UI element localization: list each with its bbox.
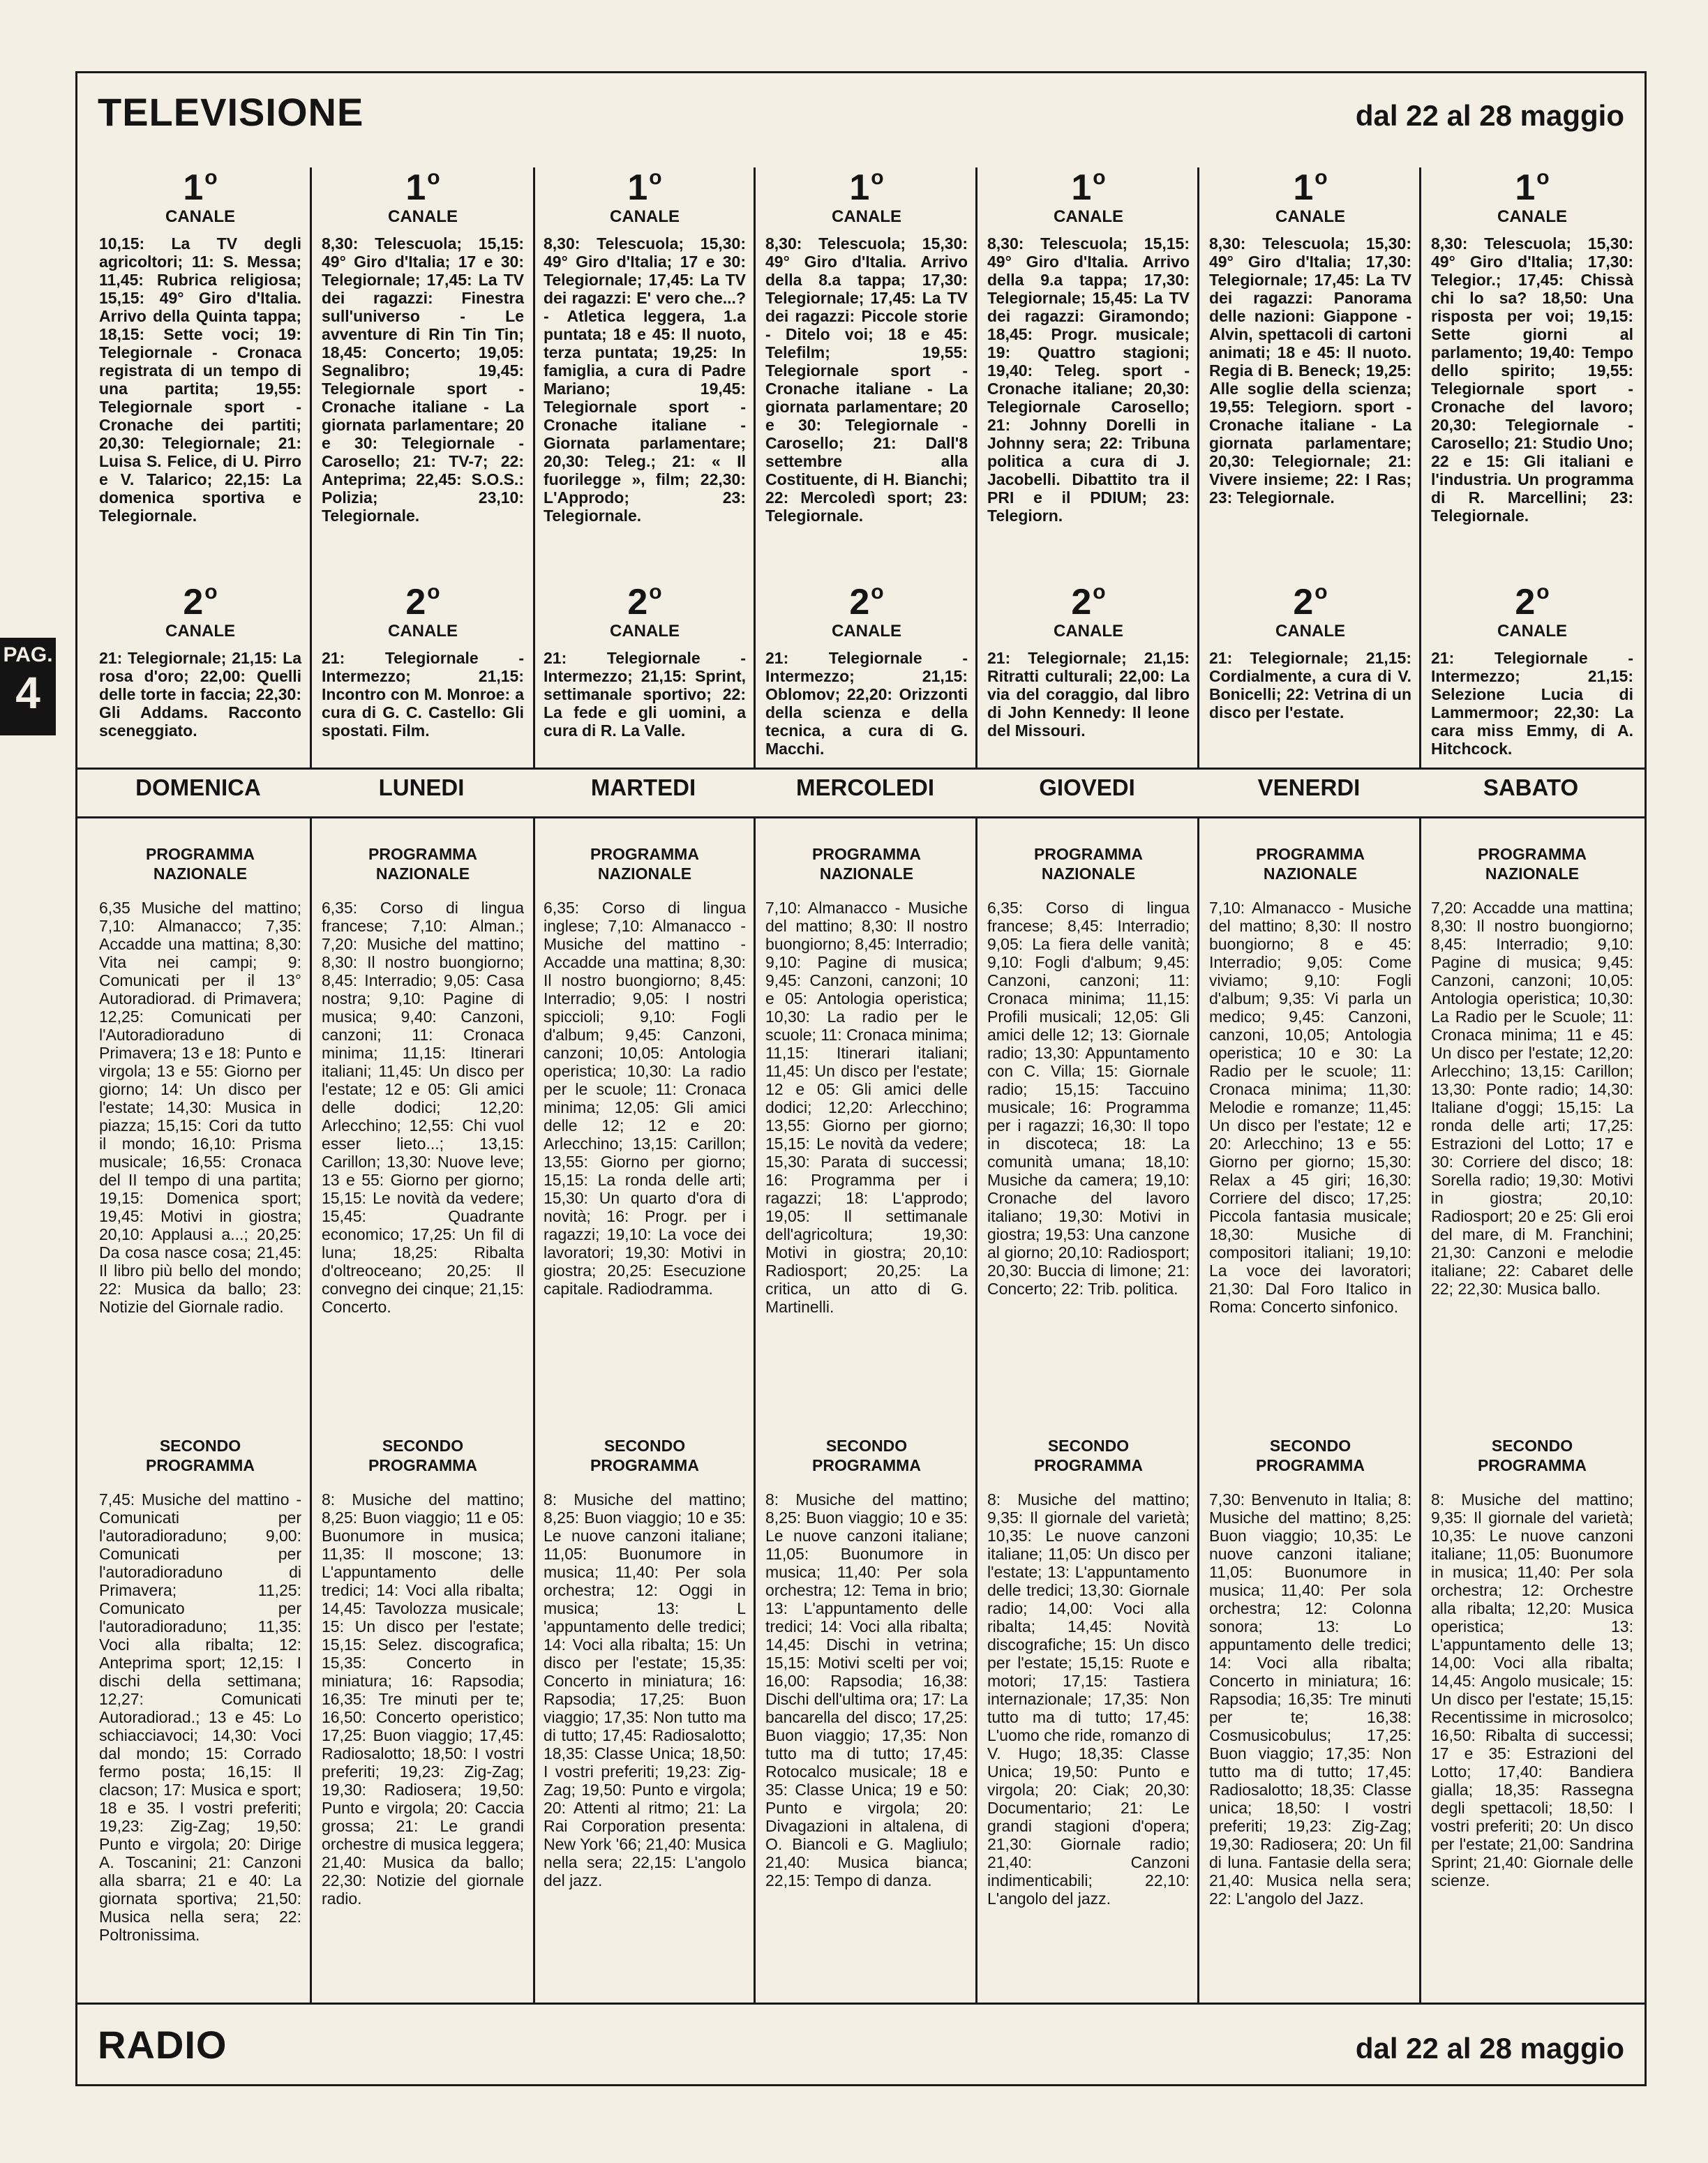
channel-label: CANALE — [1497, 622, 1567, 641]
radio-date-range: dal 22 al 28 maggio — [1355, 2032, 1624, 2065]
channel-number: 2$^o$ — [1293, 581, 1328, 622]
channel-number: 2$^o$ — [849, 581, 884, 622]
channel-label: CANALE — [1054, 207, 1123, 226]
radio-nazionale-listing: 7,10: Almanacco - Musiche del mattino; 8,30: Il nostro buongiorno; 8 e 45: Interradio; 9,05: Come viviamo; 9,10: Fogli d'album; 9,35: Vi parla un medico; 9,45: Canzoni, canzoni, 10,05; Antologia operistica; 10 e 30: La Radio per le scuole; 11: Cronaca minima; 11,30: Melodie e romanze; 11,45: Un disco per l'estate; 12 e 20: Arlecchino; 13 e 55: Giorno per giorno; 15,30: Relax a 45 giri; 16,30: Corriere del disco; 17,25: Piccola fantasia musicale; 18,30: Musiche di compositori italiani; 19,10: La voce dei lavoratori; 21,30: Dal Foro Italico in Roma: Concerto sinfonico. — [1209, 899, 1411, 1316]
day-heading-martedi: MARTEDI — [590, 774, 696, 800]
radio-section-title: RADIO — [98, 2023, 227, 2067]
radio-secondo-mercoledi — [765, 1436, 968, 1889]
tv-second-channel-martedi — [544, 574, 746, 740]
radio-secondo-giovedi — [987, 1436, 1190, 1908]
channel-number: 2$^o$ — [183, 581, 218, 622]
divider-day-row-top — [75, 768, 1647, 770]
tv-first-channel-sabato — [1431, 159, 1633, 525]
radio-secondo-listing: 8: Musiche del mattino; 8,25: Buon viaggio; 10 e 35: Le nuove canzoni italiane; 11,05: Buonumore in musica; 11,40: Per sola orchestra; 12: Oggi in musica; 13: L 'appuntamento delle tredici; 14: Voci alla ribalta; 15: Un disco per l'estate; 15,35: Concerto in miniatura; 16: Rapsodia; 17,25: Buon viaggio; 17,35: Non tutto ma di tutto; 17,45: Radiosalotto; 18,35: Classe Unica; 18,50: I vostri preferiti; 19,23: Zig-Zag; 19,50: Punto e virgola; 20: Attenti al ritmo; 21: La Rai Corporation presenta: New York '66; 21,40: Musica nella sera; 22,15: L'angolo del jazz. — [544, 1490, 746, 1889]
tv-column-divider — [1419, 167, 1421, 768]
channel-number: 1$^o$ — [627, 166, 662, 208]
tv-first-channel-lunedi — [322, 159, 524, 525]
tv-second-channel-listing: 21: Telegiornale; 21,15: Cordialmente, a cura di V. Bonicelli; 22: Vetrina di un disco per l'estate. — [1209, 649, 1411, 721]
tv-date-range: dal 22 al 28 maggio — [1355, 99, 1624, 132]
day-heading-venerdi: VENERDI — [1257, 774, 1361, 800]
radio-nazionale-listing: 6,35 Musiche del mattino; 7,10: Almanacco; 7,35: Accadde una mattina; 8,30: Vita nei campi; 9: Comunicati per il 13° Autoradiorad. di Primavera; 12,25: Comunicati per l'Autoradioraduno di Primavera; 13 e 18: Punto e virgola; 13 e 55: Giorno per giorno; 14: Un disco per l'estate; 14,30: Musica in piazza; 15,15: Cori da tutto il mondo; 16,10: Prisma musicale; 16,55: Cronaca del II tempo di una partita; 19,15: Domenica sport; 19,45: Motivi in giostra; 20,10: Applausi a...; 20,25: Da cosa nasce cosa; 21,45: Il libro più bello del mondo; 22: Musica da ballo; 23: Notizie del Giornale radio. — [99, 899, 301, 1316]
program-heading: SECONDO PROGRAMMA — [1256, 1437, 1365, 1474]
channel-number: 1$^o$ — [405, 166, 440, 208]
tv-column-divider — [754, 167, 756, 768]
tv-column-divider — [310, 167, 312, 768]
radio-nazionale-listing: 6,35: Corso di lingua francese; 7,10: Alman.; 7,20: Musiche del mattino; 8,30: Il nostro buongiorno; 8,45: Interradio; 9,05: Casa nostra; 9,10: Pagine di musica; 9,40: Canzoni, canzoni; 11: Cronaca minima; 11,15: Itinerari italiani; 11,45: Un disco per l'estate; 12 e 05: Gli amici delle dodici; 12,20: Arlecchino; 12,55: Chi vuol esser lieto...; 13,15: Carillon; 13,30: Nuove leve; 13 e 55: Giorno per giorno; 15,15: Le novità da vedere; 15,45: Quadrante economico; 17,25: Un fil di luna; 18,25: Ribalta d'oltreoceano; 20,25: Il convegno dei cinque; 21,15: Concerto. — [322, 899, 524, 1316]
channel-label: CANALE — [1275, 207, 1345, 226]
day-heading-giovedi: GIOVEDI — [1039, 774, 1135, 800]
program-heading: PROGRAMMA NAZIONALE — [1478, 845, 1587, 883]
tv-first-channel-domenica — [99, 159, 301, 525]
channel-number: 1$^o$ — [1071, 166, 1106, 208]
tv-second-channel-mercoledi — [765, 574, 968, 758]
tv-first-channel-listing: 8,30: Telescuola; 15,30: 49° Giro d'Italia. Arrivo della 8.a tappa; 17,30: Telegiornale; 17,45: La TV dei ragazzi: Piccole storie - Ditelo voi; 18 e 45: Telefilm; 19,55: Telegiornale sport - Cronache italiane - La giornata parlamentare; 20 e 30: Telegiornale - Carosello; 21: Dall'8 settembre alla Costituente, di H. Bianchi; 22: Mercoledì sport; 23: Telegiornale. — [765, 234, 968, 525]
radio-secondo-listing: 7,30: Benvenuto in Italia; 8: Musiche del mattino; 8,25: Buon viaggio; 10,35: Le nuove canzoni italiane; 11,05: Buonumore in musica; 11,40: Per sola orchestra; 12: Colonna sonora; 13: Lo appuntamento delle tredici; 14: Voci alla ribalta; Concerto in miniatura; 16: Rapsodia; 16,35: Tre minuti per te; 16,38: Cosmusicobulus; 17,25: Buon viaggio; 17,35: Non tutto ma di tutto; 17,45: Radiosalotto; 18,35: Classe unica; 18,50: I vostri preferiti; 19,23: Zig-Zag; 19,30: Radiosera; 20: Un fil di luna. Fantasie della sera; 21,40: Musica nella sera; 22: L'angolo del Jazz. — [1209, 1490, 1411, 1908]
tv-first-channel-giovedi — [987, 159, 1190, 525]
day-heading-lunedi: LUNEDI — [378, 774, 465, 800]
radio-secondo-listing: 8: Musiche del mattino; 9,35: Il giornale del varietà; 10,35: Le nuove canzoni italiane; 11,05: Buonumore in musica; 11,40: Per sola orchestra; 12: Orchestre alla ribalta; 12,20: Musica operistica; 13: L'appuntamento delle 13; 14,00: Voci alla ribalta; 14,45: Angolo musicale; 15: Un disco per l'estate; 15,15: Recentissime in microsolco; 16,50: Ribalta di successi; 17 e 35: Estrazioni del Lotto; 17,40: Bandiera gialla; 18,35: Rassegna degli spettacoli; 18,50: I vostri preferiti; 20: Un disco per l'estate; 21,00: Sandrina Sprint; 21,40: Giornale delle scienze. — [1431, 1490, 1633, 1889]
program-heading: SECONDO PROGRAMMA — [1478, 1437, 1587, 1474]
tv-first-channel-listing: 8,30: Telescuola; 15,30: 49° Giro d'Italia; 17,30: Telegiornale; 17,45: La TV dei ragazzi: Panorama delle nazioni: Giappone - Alvin, spettacoli di cartoni animati; 18 e 45: Il nuoto. Regia di B. Beneck; 19,25: Alle soglie della scienza; 19,55: Telegiorn. sport - Cronache italiane - La giornata parlamentare; 20,30: Telegiornale; 21: Vivere insieme; 22: I Ras; 23: Telegiornale. — [1209, 234, 1411, 507]
channel-number: 1$^o$ — [1515, 166, 1550, 208]
channel-label: CANALE — [610, 622, 680, 641]
tv-second-channel-listing: 21: Telegiornale - Intermezzo; 21,15: Incontro con M. Monroe: a cura di G. C. Castello: Gli spostati. Film. — [322, 649, 524, 740]
tv-second-channel-domenica — [99, 574, 301, 740]
radio-nazionale-sabato — [1431, 844, 1633, 1298]
channel-number: 1$^o$ — [183, 166, 218, 208]
tv-first-channel-listing: 8,30: Telescuola; 15,30: 49° Giro d'Italia; 17,30: Telegior.; 17,45: Chissà chi lo sa? 18,50: Una risposta per voi; 19,15: Sette giorni al parlamento; 19,40: Tempo dello spirito; 19,55: Telegiornale sport - Cronache del lavoro; 20,30: Telegiornale - Carosello; 21: Studio Uno; 22 e 15: Gli italiani e l'industria. Un programma di R. Marcellini; 23: Telegiornale. — [1431, 234, 1633, 525]
tv-second-channel-venerdi — [1209, 574, 1411, 721]
radio-nazionale-lunedi — [322, 844, 524, 1316]
radio-column-divider — [310, 816, 312, 2003]
channel-label: CANALE — [1275, 622, 1345, 641]
page-number-tab — [0, 638, 56, 735]
radio-secondo-listing: 7,45: Musiche del mattino - Comunicati per l'autoradioraduno; 9,00: Comunicati per l'autoradioraduno di Primavera; 11,25: Comunicato per l'autoradioraduno; 11,35: Voci alla ribalta; 12: Anteprima sport; 12,15: I dischi della settimana; 12,27: Comunicati Autoradiorad.; 13 e 45: Lo schiacciavoci; 14,30: Voci dal mondo; 15: Corrado fermo posta; 16,15: Il clacson; 17: Musica e sport; 18 e 35. I vostri preferiti; 19,23: Zig-Zag; 19,50: Punto e virgola; 20: Dirige A. Toscanini; 21: Canzoni alla sbarra; 21 e 40: La giornata sportiva; 21,50: Musica nella sera; 22: Poltronissima. — [99, 1490, 301, 1944]
divider-radio-footer — [75, 2003, 1647, 2005]
radio-column-divider — [754, 816, 756, 2003]
tv-first-channel-listing: 8,30: Telescuola; 15,15: 49° Giro d'Italia. Arrivo della 9.a tappa; 17,30: Telegiornale; 15,45: La TV dei ragazzi: Giramondo; 18,45: Progr. musicale; 19: Quattro stagioni; 19,40: Teleg. sport - Cronache italiane; 20,30: Telegiornale Carosello; 21: Johnny Dorelli in Johnny sera; 22: Tribuna politica a cura di J. Jacobelli. Dibattito tra il PRI e il PDIUM; 23: Telegiorn. — [987, 234, 1190, 525]
tv-second-channel-giovedi — [987, 574, 1190, 740]
channel-number: 2$^o$ — [405, 581, 440, 622]
radio-nazionale-domenica — [99, 844, 301, 1316]
channel-label: CANALE — [388, 207, 458, 226]
radio-secondo-listing: 8: Musiche del mattino; 9,35: Il giornale del varietà; 10,35: Le nuove canzoni italiane; 11,05: Un disco per l'estate; 13: L'appuntamento delle tredici; 13,30: Giornale radio; 14,00: Voci alla ribalta; 14,45: Novità discografiche; 15: Un disco per l'estate; 15,15: Ruote e motori; 17,15: Tastiera internazionale; 17,35: Non tutto ma di tutto; 17,45: L'uomo che ride, romanzo di V. Hugo; 18,35: Classe Unica; 19,50: Punto e virgola; 20: Ciak; 20,30: Documentario; 21: Le grandi stagioni d'opera; 21,30: Giornale radio; 21,40: Canzoni indimenticabili; 22,10: L'angolo del jazz. — [987, 1490, 1190, 1908]
tv-second-channel-listing: 21: Telegiornale; 21,15: La rosa d'oro; 22,00: Quelli delle torte in faccia; 22,30: Gli Addams. Racconto sceneggiato. — [99, 649, 301, 740]
radio-nazionale-listing: 7,10: Almanacco - Musiche del mattino; 8,30: Il nostro buongiorno; 8,45: Interradio; 9,10: Pagine di musica; 9,45: Canzoni, canzoni; 10 e 05: Antologia operistica; 10,30: La radio per le scuole; 11: Cronaca minima; 11,15: Itinerari italiani; 11,45: Un disco per l'estate; 12 e 05: Gli amici delle dodici; 12,20: Arlecchino; 13,55: Giorno per giorno; 15,15: Le novità da vedere; 15,30: Parata di successi; 16: Programma per i ragazzi; 18: L'approdo; 19,05: Il settimanale dell'agricoltura; 19,30: Motivi in giostra; 20,10: Radiosport; 20,25: La critica, un atto di G. Martinelli. — [765, 899, 968, 1316]
tv-second-channel-listing: 21: Telegiornale - Intermezzo; 21,15: Sprint, settimanale sportivo; 22: La fede e gli uomini, a cura di R. La Valle. — [544, 649, 746, 740]
radio-column-divider — [533, 816, 535, 2003]
program-heading: SECONDO PROGRAMMA — [1034, 1437, 1143, 1474]
program-heading: PROGRAMMA NAZIONALE — [368, 845, 477, 883]
program-heading: SECONDO PROGRAMMA — [812, 1437, 921, 1474]
radio-column-divider — [975, 816, 977, 2003]
program-heading: PROGRAMMA NAZIONALE — [590, 845, 699, 883]
channel-number: 1$^o$ — [849, 166, 884, 208]
radio-secondo-lunedi — [322, 1436, 524, 1908]
tv-section-title: TELEVISIONE — [98, 90, 364, 134]
channel-label: CANALE — [832, 207, 901, 226]
radio-secondo-domenica — [99, 1436, 301, 1944]
channel-number: 2$^o$ — [1071, 581, 1106, 622]
page-label: PAG. — [3, 643, 53, 666]
channel-label: CANALE — [1054, 622, 1123, 641]
radio-secondo-martedi — [544, 1436, 746, 1889]
radio-column-divider — [1419, 816, 1421, 2003]
channel-label: CANALE — [165, 207, 235, 226]
tv-second-channel-listing: 21: Telegiornale - Intermezzo; 21,15: Selezione Lucia di Lammermoor; 22,30: La cara miss Emmy, di A. Hitchcock. — [1431, 649, 1633, 758]
tv-second-channel-listing: 21: Telegiornale; 21,15: Ritratti culturali; 22,00: La via del coraggio, dal libro di John Kennedy: Il leone del Missouri. — [987, 649, 1190, 740]
tv-first-channel-venerdi — [1209, 159, 1411, 507]
day-heading-sabato: SABATO — [1483, 774, 1579, 800]
day-heading-domenica: DOMENICA — [135, 774, 261, 800]
radio-secondo-venerdi — [1209, 1436, 1411, 1908]
channel-label: CANALE — [388, 622, 458, 641]
tv-second-channel-sabato — [1431, 574, 1633, 758]
tv-column-divider — [1197, 167, 1199, 768]
tv-first-channel-martedi — [544, 159, 746, 525]
channel-number: 1$^o$ — [1293, 166, 1328, 208]
page-number: 4 — [15, 668, 40, 718]
radio-secondo-listing: 8: Musiche del mattino; 8,25: Buon viaggio; 10 e 35: Le nuove canzoni italiane; 11,05: Buonumore in musica; 11,40: Per sola orchestra; 12: Tema in brio; 13: L'appuntamento delle tredici; 14: Voci alla ribalta; 14,45: Dischi in vetrina; 15,15: Motivi scelti per voi; 16,00: Rapsodia; 16,38: Dischi dell'ultima ora; 17: La bancarella del disco; 17,25: Buon viaggio; 17,35: Non tutto ma di tutto; 17,45: Rotocalco musicale; 18 e 35: Classe Unica; 19 e 50: Punto e virgola; 20: Divagazioni in altalena, di O. Biancoli e G. Magliulo; 21,40: Musica bianca; 22,15: Tempo di danza. — [765, 1490, 968, 1889]
program-heading: PROGRAMMA NAZIONALE — [812, 845, 921, 883]
radio-secondo-listing: 8: Musiche del mattino; 8,25: Buon viaggio; 11 e 05: Buonumore in musica; 11,35: Il moscone; 13: L'appuntamento delle tredici; 14: Voci alla ribalta; 14,45: Tavolozza musicale; 15: Un disco per l'estate; 15,15: Selez. discografica; 15,35: Concerto in miniatura; 16: Rapsodia; 16,35: Tre minuti per te; 16,50: Concerto operistico; 17,25: Buon viaggio; 17,45: Radiosalotto; 18,50: I vostri preferiti; 19,23: Zig-Zag; 19,30: Radiosera; 19,50: Punto e virgola; 20: Caccia grossa; 21: Le grandi orchestre di musica leggera; 21,40: Musica da ballo; 22,30: Notizie del giornale radio. — [322, 1490, 524, 1908]
channel-number: 2$^o$ — [1515, 581, 1550, 622]
radio-nazionale-venerdi — [1209, 844, 1411, 1316]
tv-first-channel-listing: 8,30: Telescuola; 15,15: 49° Giro d'Italia; 17 e 30: Telegiornale; 17,45: La TV dei ragazzi: Finestra sull'universo - Le avventure di Rin Tin Tin; 18,45: Concerto; 19,05: Segnalibro; 19,45: Telegiornale sport - Cronache italiane - La giornata parlamentare; 20 e 30: Telegiornale - Carosello; 21: TV-7; 22: Anteprima; 22,45: S.O.S.: Polizia; 23,10: Telegiornale. — [322, 234, 524, 525]
channel-label: CANALE — [832, 622, 901, 641]
program-heading: PROGRAMMA NAZIONALE — [1034, 845, 1143, 883]
program-heading: PROGRAMMA NAZIONALE — [1256, 845, 1365, 883]
radio-nazionale-listing: 6,35: Corso di lingua francese; 8,45: Interradio; 9,05: La fiera delle vanità; 9,10: Fogli d'album; 9,45: Canzoni, canzoni; 11: Cronaca minima; 11,15: Profili musicali; 12,05: Gli amici delle 12; 13: Giornale radio; 13,30: Appuntamento con C. Villa; 15: Giornale radio; 15,15: Taccuino musicale; 16: Programma per i ragazzi; 16,30: Il topo in discoteca; 18: La comunità umana; 18,10: Musiche da camera; 19,10: Cronache del lavoro italiano; 19,30: Motivi in giostra; 19,53: Una canzone al giorno; 20,10: Radiosport; 20,30: Buccia di limone; 21: Concerto; 22: Trib. politica. — [987, 899, 1190, 1298]
channel-label: CANALE — [1497, 207, 1567, 226]
radio-nazionale-martedi — [544, 844, 746, 1298]
program-heading: SECONDO PROGRAMMA — [146, 1437, 255, 1474]
tv-column-divider — [975, 167, 977, 768]
radio-nazionale-giovedi — [987, 844, 1190, 1298]
tv-column-divider — [533, 167, 535, 768]
program-heading: SECONDO PROGRAMMA — [590, 1437, 699, 1474]
program-heading: SECONDO PROGRAMMA — [368, 1437, 477, 1474]
radio-column-divider — [1197, 816, 1199, 2003]
channel-label: CANALE — [610, 207, 680, 226]
day-heading-mercoledi: MERCOLEDI — [796, 774, 934, 800]
radio-nazionale-listing: 6,35: Corso di lingua inglese; 7,10: Almanacco - Musiche del mattino - Accadde una mattina; 8,30: Il nostro buongiorno; 8,45: Interradio; 9,05: I nostri spiccioli; 9,10: Fogli d'album; 9,45: Canzoni, canzoni; 10,05: Antologia operistica; 10,30: La radio per le scuole; 11: Cronaca minima; 12,05: Gli amici delle 12; 12 e 20: Arlecchino; 13,15: Carillon; 13,55: Giorno per giorno; 15,15: La ronda delle arti; 15,30: Un quarto d'ora di novità; 16: Progr. per i ragazzi; 19,10: La voce dei lavoratori; 19,30: Motivi in giostra; 20,25: Esecuzione capitale. Radiodramma. — [544, 899, 746, 1298]
radio-secondo-sabato — [1431, 1436, 1633, 1889]
tv-first-channel-mercoledi — [765, 159, 968, 525]
radio-nazionale-mercoledi — [765, 844, 968, 1316]
tv-second-channel-listing: 21: Telegiornale - Intermezzo; 21,15: Oblomov; 22,20: Orizzonti della scienza e della tecnica, a cura di G. Macchi. — [765, 649, 968, 758]
tv-second-channel-lunedi — [322, 574, 524, 740]
program-heading: PROGRAMMA NAZIONALE — [146, 845, 255, 883]
tv-first-channel-listing: 8,30: Telescuola; 15,30: 49° Giro d'Italia; 17 e 30: Telegiornale; 17,45: La TV dei ragazzi: E' vero che...? - Atletica leggera, 1.a puntata; 18 e 45: Il nuoto, terza puntata; 19,25: In famiglia, a cura di Padre Mariano; 19,45: Telegiornale sport - Cronache italiane - Giornata parlamentare; 20,30: Teleg.; 21: « Il fuorilegge », film; 22,30: L'Approdo; 23: Telegiornale. — [544, 234, 746, 525]
channel-number: 2$^o$ — [627, 581, 662, 622]
radio-nazionale-listing: 7,20: Accadde una mattina; 8,30: Il nostro buongiorno; 8,45: Interradio; 9,10: Pagine di musica; 9,45: Canzoni, canzoni; 10,05: Antologia operistica; 10,30: La Radio per le Scuole; 11: Cronaca minima; 11 e 45: Un disco per l'estate; 12,20: Arlecchino; 13,15: Carillon; 13,30: Ponte radio; 14,30: Italiane d'oggi; 15,15: La ronda delle arti; 17,25: Estrazioni del Lotto; 17 e 30: Corriere del disco; 18: Sorella radio; 19,30: Motivi in giostra; 20,10: Radiosport; 20 e 25: Gli eroi del mare, di M. Franchini; 21,30: Canzoni e melodie italiane; 22: Cabaret delle 22; 22,30: Musica ballo. — [1431, 899, 1633, 1298]
tv-first-channel-listing: 10,15: La TV degli agricoltori; 11: S. Messa; 11,45: Rubrica religiosa; 15,15: 49° Giro d'Italia. Arrivo della Quinta tappa; 18,15: Sette voci; 19: Telegiornale - Cronaca registrata di un tempo di una partita; 19,55: Telegiornale sport - Cronache dei partiti; 20,30: Telegiornale; 21: Luisa S. Felice, di U. Pirro e V. Talarico; 22,15: La domenica sportiva e Telegiornale. — [99, 234, 301, 525]
channel-label: CANALE — [165, 622, 235, 641]
